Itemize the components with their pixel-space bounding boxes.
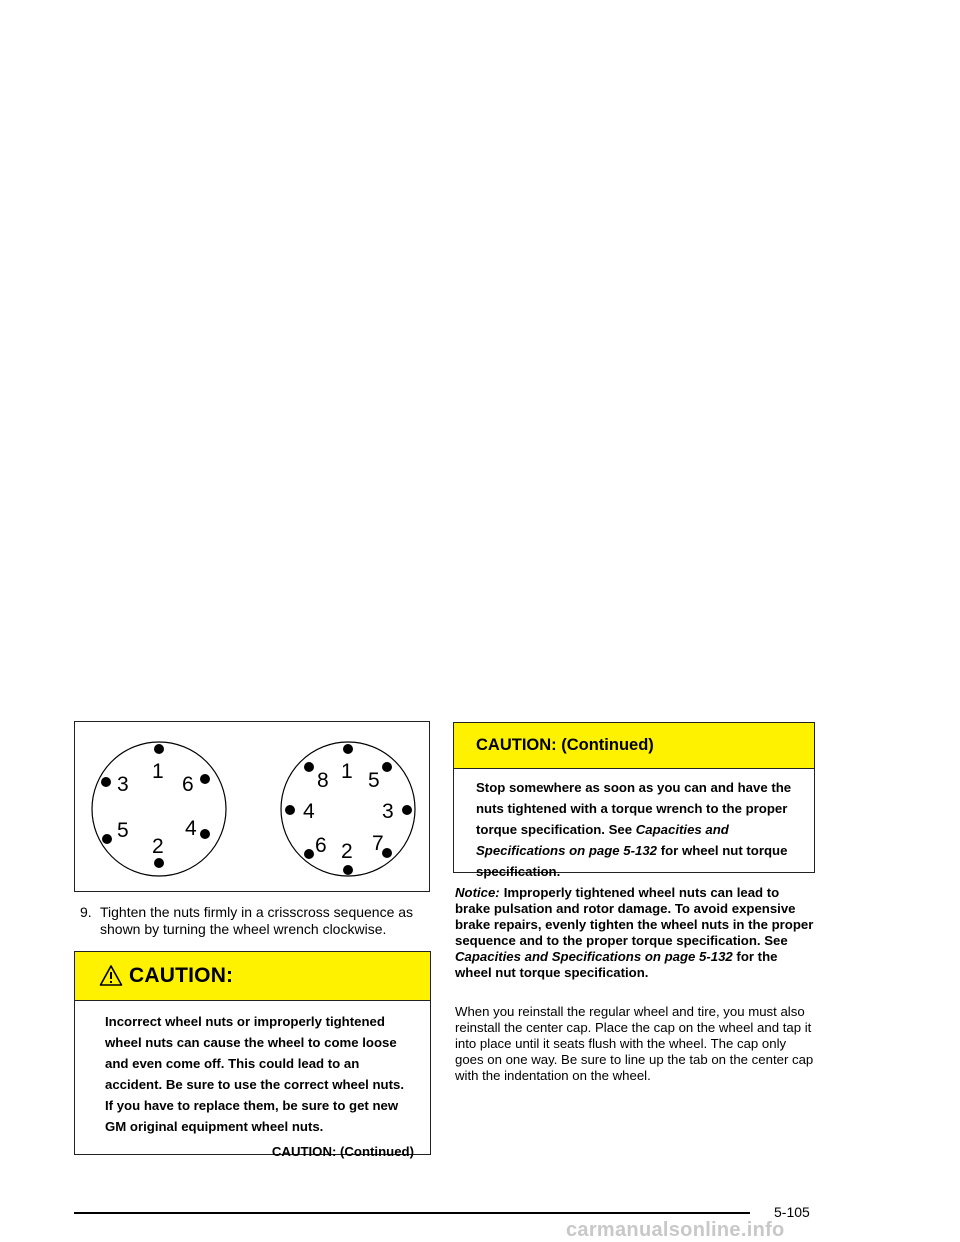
six-lug-nut-lower-right <box>200 829 210 839</box>
eight-lug-nut-left <box>285 805 295 815</box>
page-number: 5-105 <box>774 1204 810 1220</box>
eight-lug-label-2: 2 <box>341 840 353 863</box>
caution-continued-box <box>453 722 815 879</box>
eight-lug-nut-bottom <box>343 865 353 875</box>
caution-continued-body <box>454 769 814 882</box>
caution-continued-text: Stop somewhere as soon as you can and have the nuts tightened with a torque wrench to the proper torque specification. See <box>476 780 792 837</box>
notice-text: Improperly tightened wheel nuts can lead to brake pulsation and rotor damage. To avoid expensive brake repairs, evenly tighten the wheel nuts in the proper sequence and to the proper torque specification. See <box>455 885 814 948</box>
caution-box <box>74 951 431 1159</box>
lug-nut-diagram <box>75 722 428 890</box>
caution-header <box>75 952 430 1001</box>
eight-lug-nut-lower-left <box>304 849 314 859</box>
eight-lug-label-3: 3 <box>382 800 394 823</box>
eight-lug-label-4: 4 <box>303 800 315 823</box>
instruction-step-9 <box>80 904 432 938</box>
eight-lug-nut-right <box>402 805 412 815</box>
eight-lug-nut-top <box>343 744 353 754</box>
eight-lug-label-8: 8 <box>317 769 329 792</box>
six-lug-nut-lower-left <box>102 834 112 844</box>
eight-lug-label-7: 7 <box>372 832 384 855</box>
capacities-reference-link[interactable]: Capacities and Specifications on page 5-132 <box>476 822 729 858</box>
caution-continued-header <box>454 723 814 769</box>
center-cap-paragraph: When you reinstall the regular wheel and tire, you must also reinstall the center cap. Place the cap on the wheel and tap it into place until it seats flush with the wheel. The cap only goes on one way. Be sure to line up the tab on the center cap with the indentation on the wheel. <box>455 1004 814 1083</box>
six-lug-label-1: 1 <box>152 760 164 783</box>
caution-title: CAUTION: <box>129 964 234 987</box>
caution-continued-label: CAUTION: (Continued) <box>271 1144 414 1159</box>
six-lug-nut-top <box>154 744 164 754</box>
eight-lug-nut-upper-right <box>382 762 392 772</box>
six-lug-nut-upper-left <box>101 777 111 787</box>
caution-body <box>75 1001 430 1162</box>
caution-continued-text-end: for wheel nut torque specification. <box>476 843 788 879</box>
eight-lug-label-6: 6 <box>315 834 327 857</box>
six-lug-label-5: 5 <box>117 819 129 842</box>
warning-icon <box>99 964 123 988</box>
eight-lug-label-5: 5 <box>368 769 380 792</box>
six-lug-label-2: 2 <box>152 835 164 858</box>
step-number: 9. <box>80 904 92 920</box>
six-lug-label-3: 3 <box>117 773 129 796</box>
eight-lug-nut-upper-left <box>304 762 314 772</box>
notice-capacities-link[interactable]: Capacities and Specifications on page 5-132 <box>455 949 733 964</box>
six-lug-label-6: 6 <box>182 773 194 796</box>
watermark: carmanualsonline.info <box>566 1219 785 1241</box>
notice-paragraph <box>455 885 815 981</box>
six-lug-nut-upper-right <box>200 774 210 784</box>
step-text: Tighten the nuts firmly in a crisscross sequence as shown by turning the wheel wrench clockwise. <box>100 904 414 937</box>
six-lug-label-4: 4 <box>185 817 197 840</box>
notice-label: Notice: <box>455 885 500 900</box>
footer-rule <box>74 1212 750 1214</box>
lug-nut-sequence-figure <box>74 721 430 892</box>
caution-text: Incorrect wheel nuts or improperly tightened wheel nuts can cause the wheel to come loose and even come off. This could lead to an accident. Be sure to use the correct wheel nuts. If you have to replace them, be sure to get new GM original equipment wheel nuts. <box>105 1014 405 1134</box>
six-lug-nut-bottom <box>154 858 164 868</box>
eight-lug-label-1: 1 <box>341 760 353 783</box>
caution-continued-title: CAUTION: (Continued) <box>476 736 654 754</box>
notice-text-end: for the wheel nut torque specification. <box>455 949 778 980</box>
